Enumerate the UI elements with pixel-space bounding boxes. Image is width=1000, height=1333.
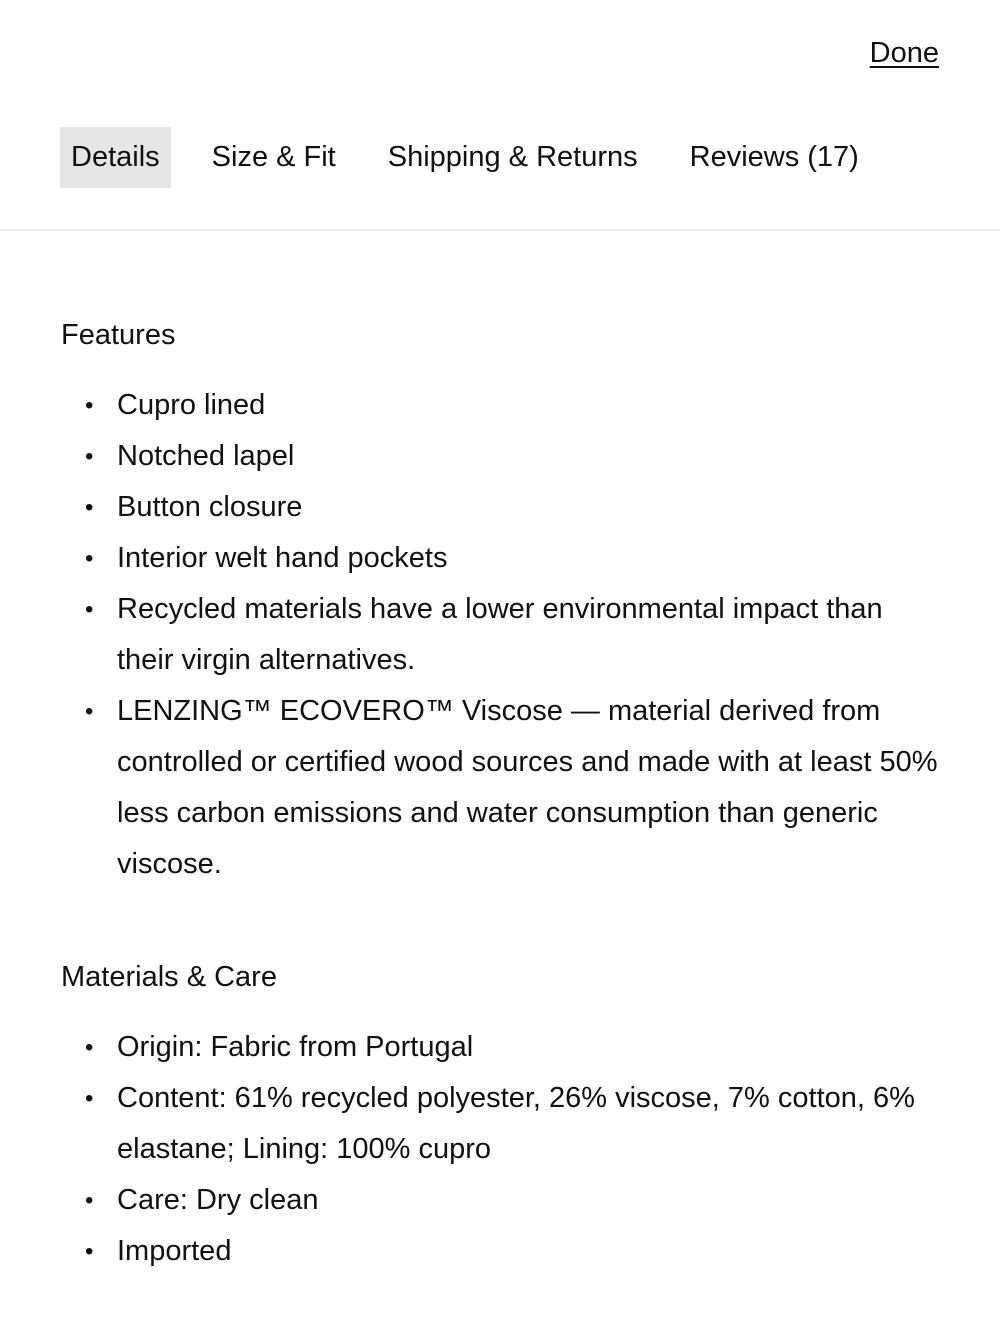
list-item	[61, 1022, 941, 1073]
materials-care-heading: Materials & Care	[61, 961, 277, 993]
list-item	[61, 482, 941, 533]
bullet-icon: •	[85, 494, 94, 521]
list-item	[61, 431, 941, 482]
list-item-text: LENZING™ ECOVERO™ Viscose — material derived from controlled or certified wood sources and made with at least 50% less carbon emissions and water consumption than generic viscose.	[117, 695, 938, 880]
list-item-text: Recycled materials have a lower environmental impact than their virgin alternatives.	[117, 593, 883, 676]
tab-divider	[0, 229, 1000, 231]
list-item-text: Cupro lined	[117, 389, 266, 421]
tab-details[interactable]: Details	[60, 127, 171, 188]
bullet-icon: •	[85, 545, 94, 572]
list-item-text: Imported	[117, 1235, 232, 1267]
top-bar	[0, 0, 1000, 100]
bullet-icon: •	[85, 1085, 94, 1112]
bullet-icon: •	[85, 596, 94, 623]
list-item-text: Interior welt hand pockets	[117, 542, 448, 574]
bullet-icon: •	[85, 1187, 94, 1214]
list-item	[61, 380, 941, 431]
list-item-text: Button closure	[117, 491, 303, 523]
tab-bar	[60, 127, 900, 188]
list-item	[61, 584, 941, 686]
bullet-icon: •	[85, 443, 94, 470]
tab-size-fit[interactable]: Size & Fit	[211, 141, 336, 173]
details-content	[61, 310, 941, 1277]
list-item-text: Care: Dry clean	[117, 1184, 319, 1216]
bullet-icon: •	[85, 392, 94, 419]
features-heading: Features	[61, 319, 176, 351]
list-item	[61, 686, 941, 890]
tab-shipping-returns[interactable]: Shipping & Returns	[387, 141, 638, 173]
list-item-text: Notched lapel	[117, 440, 295, 472]
materials-care-list	[61, 1022, 941, 1277]
bullet-icon: •	[85, 698, 94, 725]
done-button[interactable]: Done	[869, 37, 939, 69]
bullet-icon: •	[85, 1034, 94, 1061]
section-spacer	[61, 890, 941, 952]
list-item-text: Content: 61% recycled polyester, 26% viscose, 7% cotton, 6% elastane; Lining: 100% cupro	[117, 1082, 915, 1165]
list-item	[61, 533, 941, 584]
bullet-icon: •	[85, 1238, 94, 1265]
tab-reviews[interactable]: Reviews (17)	[689, 141, 859, 173]
list-item-text: Origin: Fabric from Portugal	[117, 1031, 474, 1063]
list-item	[61, 1226, 941, 1277]
features-list	[61, 380, 941, 890]
list-item	[61, 1073, 941, 1175]
list-item	[61, 1175, 941, 1226]
